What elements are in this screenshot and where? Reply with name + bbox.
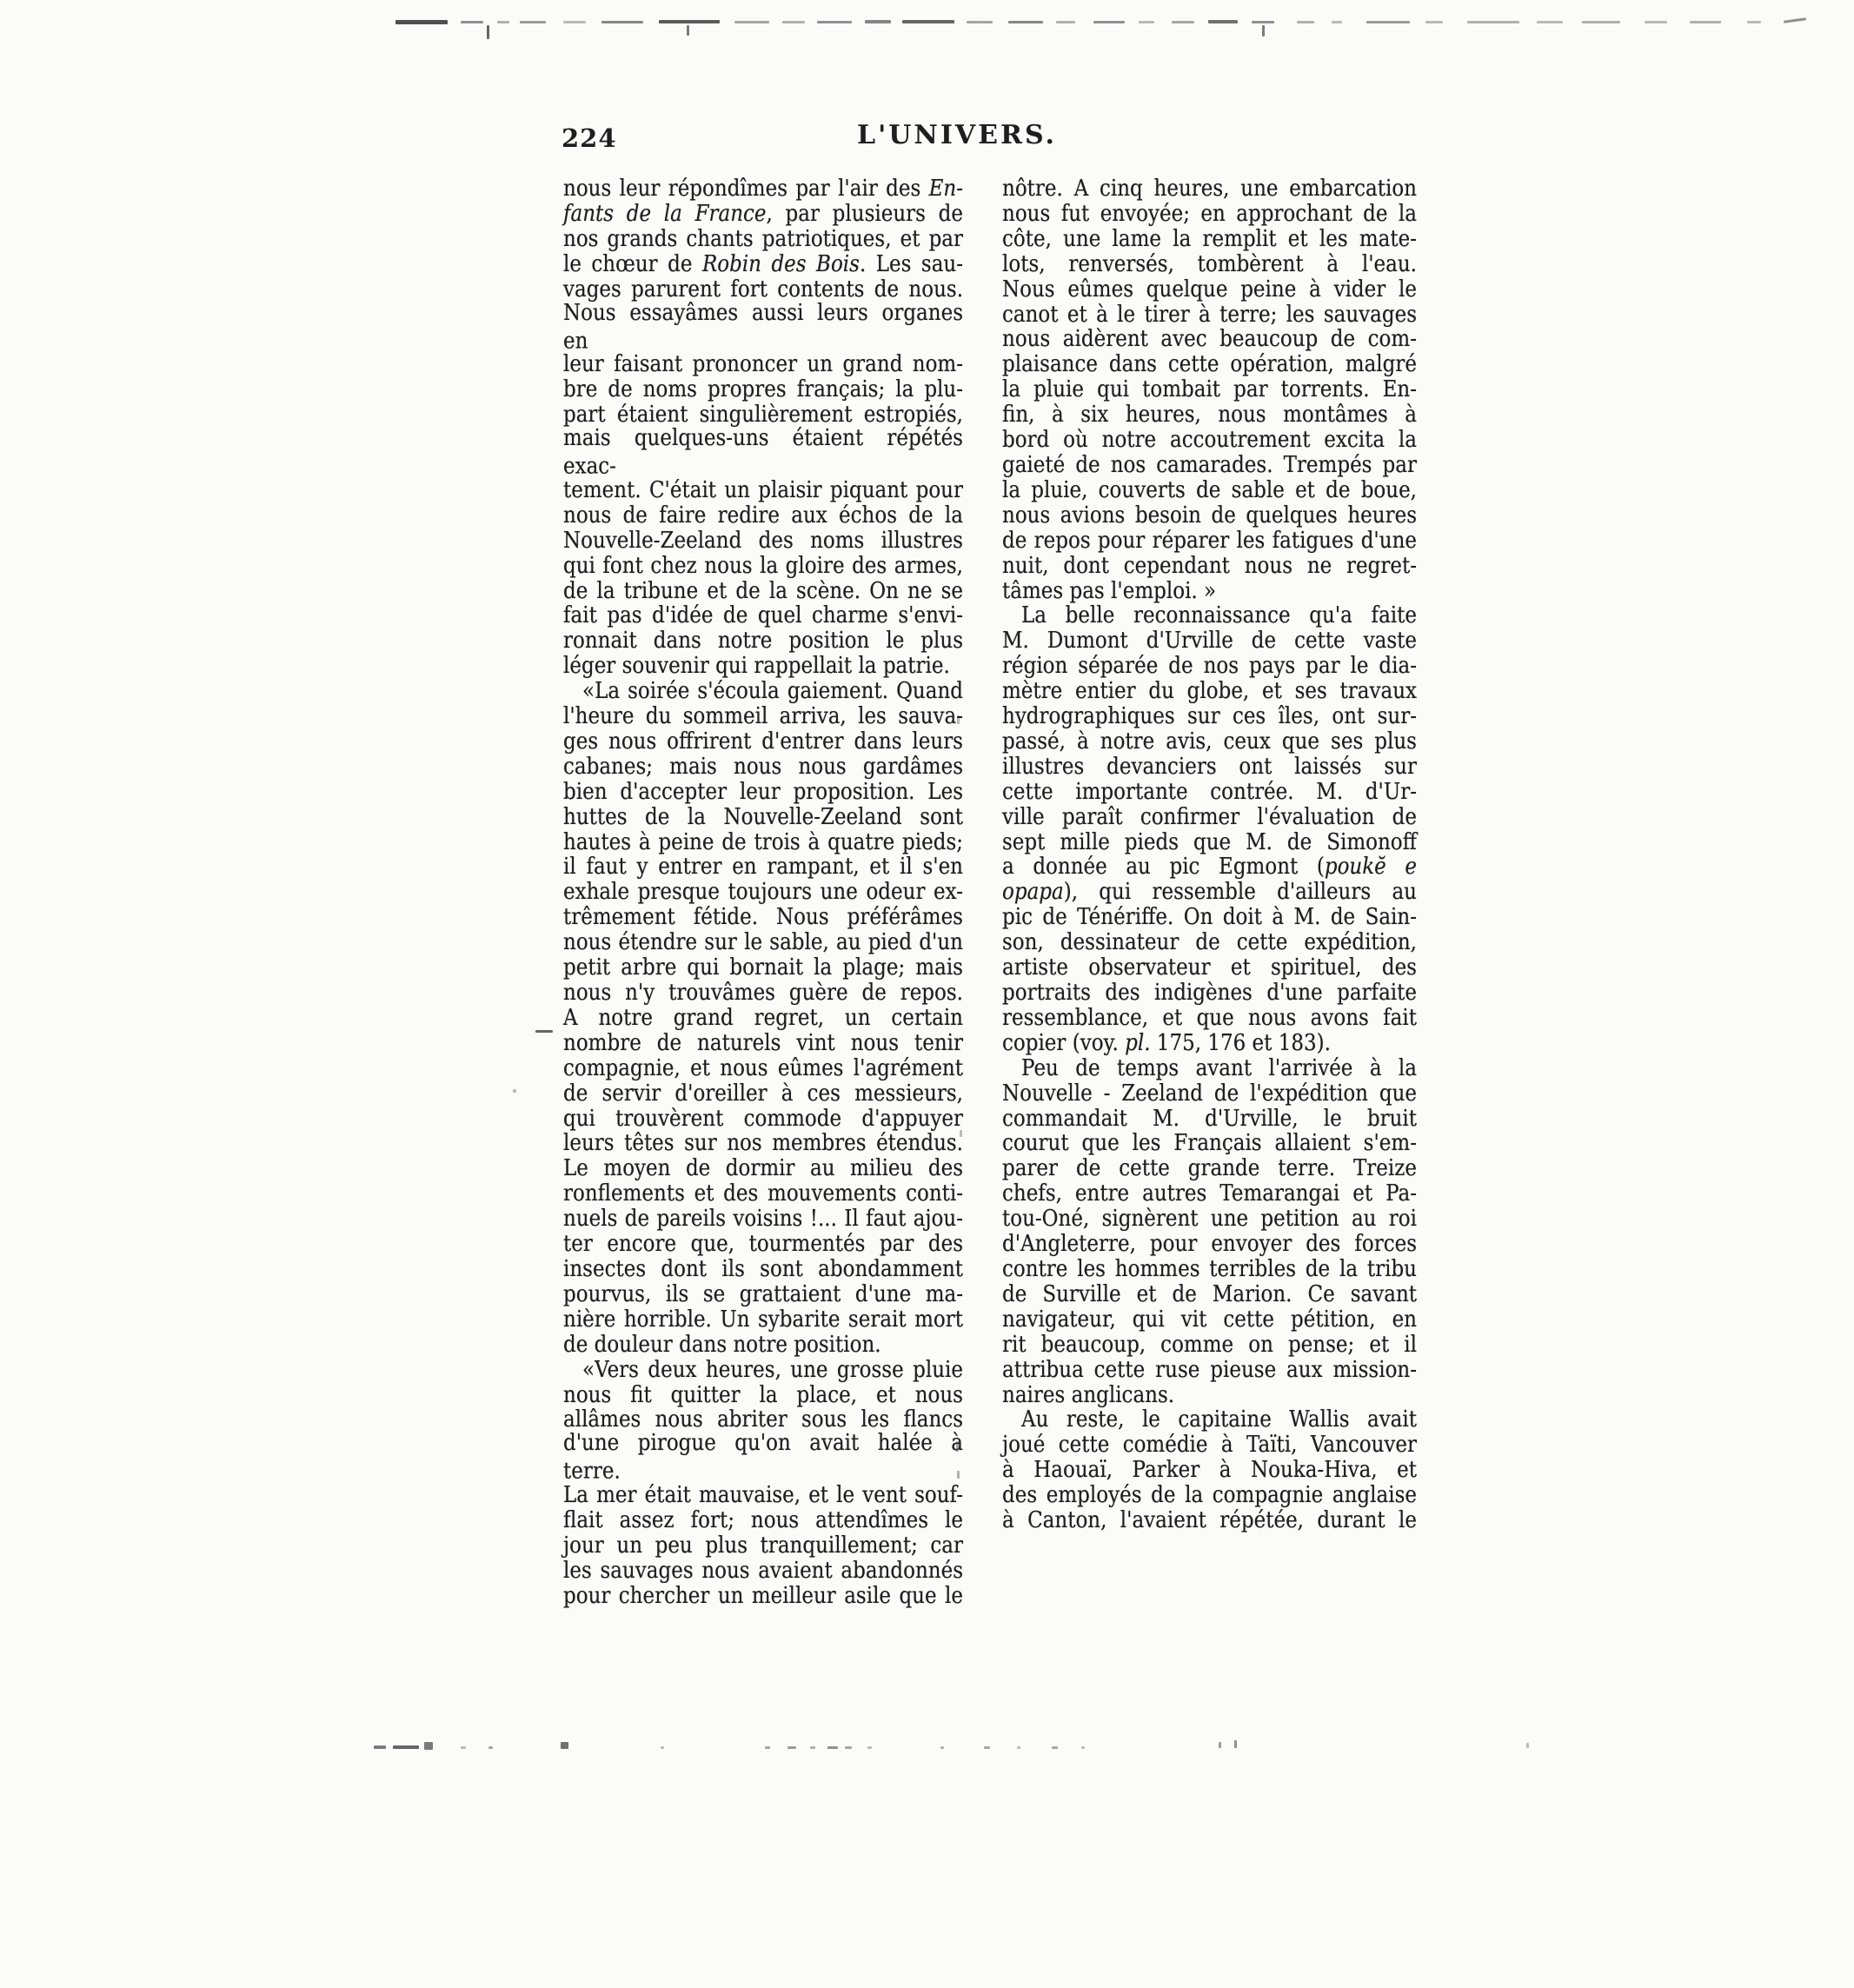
text-column-left [563,176,963,1609]
text-line: Nous essayâmes aussi leurs organes en [563,300,963,354]
scan-artifact [487,25,489,39]
scan-artifact [535,1030,553,1033]
text-line: La mer était mauvaise, et le vent souf- [563,1482,963,1508]
scan-artifact [957,1471,960,1479]
text-line: nuit, dont cependant nous ne regret- [1002,552,1417,579]
text-line: leur faisant prononcer un grand nom- [563,351,963,377]
text-line: naires anglicans. [1002,1381,1175,1408]
text-line: navigateur, qui vit cette pétition, en [1002,1306,1417,1333]
text-line: nôtre. A cinq heures, une embarcation [1002,176,1417,202]
text-line: ville paraît confirmer l'évaluation de [1002,804,1417,830]
text-line: La belle reconnaissance qu'a faite [1021,602,1417,628]
text-line: fait pas d'idée de quel charme s'envi- [563,602,963,628]
text-line: nous leur répondîmes par l'air des En- [563,176,963,202]
text-line: de la tribune et de la scène. On ne se [563,577,963,604]
text-line: nière horrible. Un sybarite serait mort [563,1306,963,1333]
text-line: Nouvelle-Zeeland des noms illustres [563,528,963,554]
scan-artifact [817,21,852,23]
text-line: mais quelques-uns étaient répétés exac- [563,425,963,480]
scan-artifact [902,20,954,23]
scan-artifact [1425,21,1443,23]
text-column-right [1002,176,1417,1533]
text-line: de douleur dans notre position. [563,1332,881,1358]
scan-artifact [782,21,805,23]
text-line: nos grands chants patriotiques, et par [563,226,963,252]
scan-artifact [1784,17,1806,23]
text-line: nuels de pareils voisins !... Il faut ajou- [563,1206,963,1232]
text-line: A notre grand regret, un certain [563,1005,963,1031]
text-line: cette importante contrée. M. d'Ur- [1002,779,1417,805]
text-line: tâmes pas l'emploi. » [1002,577,1217,604]
text-line: de Surville et de Marion. Ce savant [1002,1281,1417,1307]
scan-artifact [765,1746,770,1749]
text-line: l'heure du sommeil arriva, les sauva- [563,703,963,729]
text-line: commandait M. d'Urville, le bruit [1002,1105,1417,1132]
scan-artifact [810,1746,815,1749]
scan-artifact [1297,21,1314,23]
scan-artifact [659,20,720,23]
text-line: nous étendre sur le sable, au pied d'un [563,929,963,955]
scan-artifact [960,1130,962,1137]
scan-artifact [497,21,509,23]
text-line: insectes dont ils sont abondamment [563,1256,963,1282]
scan-artifact [845,1746,852,1749]
scan-artifact [1208,20,1238,23]
scan-artifact [601,21,643,23]
text-line: pourvus, ils se grattaient d'une ma- [563,1281,963,1307]
text-line: copier (voy. pl. 175, 176 et 183). [1002,1030,1331,1056]
text-line: nous n'y trouvâmes guère de repos. [563,980,963,1006]
text-line: illustres devanciers ont laissés sur [1002,754,1417,780]
text-line: portraits des indigènes d'une parfaite [1002,980,1417,1006]
scan-artifact [867,1746,872,1749]
text-line: gaieté de nos camarades. Trempés par [1002,452,1417,478]
scan-artifact [1467,21,1519,23]
text-line: opapa), qui ressemble d'ailleurs au [1002,879,1417,905]
scan-artifact [563,21,586,23]
text-line: sept mille pieds que M. de Simonoff [1002,828,1417,855]
text-line: pour chercher un meilleur asile que le [563,1583,963,1609]
text-line: bien d'accepter leur proposition. Les [563,779,963,805]
text-line: parer de cette grande terre. Treize [1002,1155,1417,1181]
text-line: exhale presque toujours une odeur ex- [563,879,963,905]
scan-artifact [1252,21,1274,23]
text-line: chefs, entre autres Temarangai et Pa- [1002,1180,1417,1207]
scan-artifact [1008,21,1043,23]
running-title: L'UNIVERS. [856,120,1057,150]
text-line: cabanes; mais nous nous gardâmes [563,754,963,780]
scan-artifact [1172,21,1194,23]
scan-artifact [561,1742,568,1749]
text-line: le chœur de Robin des Bois. Les sau- [563,251,963,277]
text-line: côte, une lame la remplit et les mate- [1002,226,1417,252]
text-line: pic de Ténériffe. On doit à M. de Sain- [1002,904,1417,930]
text-line: ressemblance, et que nous avons fait [1002,1005,1417,1031]
scan-artifact [1052,1746,1058,1749]
scan-artifact [787,1746,796,1749]
scan-artifact [1081,1746,1085,1749]
text-line: «La soirée s'écoula gaiement. Quand [582,678,963,704]
scan-artifact [1234,1740,1237,1748]
scan-artifact [424,1742,433,1750]
text-line: M. Dumont d'Urville de cette vaste [1002,628,1417,654]
text-line: allâmes nous abriter sous les flancs [563,1406,963,1433]
scan-artifact [1582,21,1620,23]
scan-artifact [940,1746,944,1749]
scan-artifact [1690,21,1721,23]
text-line: petit arbre qui bornait la plage; mais [563,954,963,981]
text-line: fin, à six heures, nous montâmes à [1002,402,1417,428]
text-line: il faut y entrer en rampant, et il s'en [563,854,963,880]
text-line: passé, à notre avis, ceux que ses plus [1002,728,1417,755]
text-line: rit beaucoup, comme on pense; et il [1002,1332,1417,1358]
scan-artifact [1093,21,1125,23]
text-line: de servir d'oreiller à ces messieurs, [563,1080,963,1107]
text-line: de repos pour réparer les fatigues d'une [1002,528,1417,554]
text-line: ronflements et des mouvements conti- [563,1180,963,1207]
text-line: flait assez fort; nous attendîmes le [563,1507,963,1533]
text-line: tement. C'était un plaisir piquant pour [563,477,963,503]
text-line: bord où notre accoutrement excita la [1002,427,1417,453]
text-line: Nous eûmes quelque peine à vider le [1002,276,1417,303]
scan-artifact [1017,1746,1020,1749]
text-line: mètre entier du globe, et ses travaux [1002,678,1417,704]
text-line: nous de faire redire aux échos de la [563,502,963,529]
text-line: fants de la France, par plusieurs de [563,201,963,227]
text-line: la pluie, couverts de sable et de boue, [1002,477,1417,503]
text-line: joué cette comédie à Taïti, Vancouver [1002,1432,1417,1458]
text-line: lots, renversés, tombèrent à l'eau. [1002,251,1417,277]
text-line: qui font chez nous la gloire des armes, [563,552,963,579]
scan-artifact [956,1441,959,1452]
text-line: artiste observateur et spirituel, des [1002,954,1417,981]
text-line: nous fit quitter la place, et nous [563,1381,963,1408]
text-line: Le moyen de dormir au milieu des [563,1155,963,1181]
text-line: attribua cette ruse pieuse aux mission- [1002,1356,1417,1383]
text-line: Au reste, le capitaine Wallis avait [1021,1406,1417,1433]
text-line: ges nous offrirent d'entrer dans leurs [563,728,963,755]
text-line: a donnée au pic Egmont (poukĕ e [1002,854,1417,880]
scan-artifact [957,715,960,724]
scan-artifact [393,1745,419,1749]
text-line: contre les hommes terribles de la tribu [1002,1256,1417,1282]
text-line: d'une pirogue qu'on avait halée à terre. [563,1430,963,1485]
text-line: les sauvages nous avaient abandonnés [563,1558,963,1584]
scan-artifact [827,1746,838,1749]
scan-artifact [461,1746,466,1749]
scan-artifact [461,21,483,23]
text-line: leurs têtes sur nos membres étendus. [563,1130,963,1156]
text-line: hautes à peine de trois à quatre pieds; [563,828,963,855]
text-line: nous avions besoin de quelques heures [1002,502,1417,529]
text-line: la pluie qui tombait par torrents. En- [1002,376,1417,402]
text-line: «Vers deux heures, une grosse pluie [582,1356,963,1383]
text-line: trêmement fétide. Nous préférâmes [563,904,963,930]
scan-artifact [1219,1742,1221,1748]
scan-artifact [865,20,891,23]
text-line: courut que les Français allaient s'em- [1002,1130,1417,1156]
scan-artifact [374,1745,386,1749]
scan-artifact [1332,21,1342,23]
text-line: compagnie, et nous eûmes l'agrément [563,1055,963,1081]
text-line: canot et à le tirer à terre; les sauvages [1002,301,1417,328]
text-line: jour un peu plus tranquillement; car [563,1533,963,1559]
text-line: à Haouaï, Parker à Nouka-Hiva, et [1002,1457,1417,1483]
scan-artifact [817,1546,821,1549]
scan-artifact [513,1089,516,1093]
scan-artifact [1262,25,1265,37]
scan-artifact [520,21,546,23]
text-line: plaisance dans cette opération, malgré [1002,351,1417,377]
scan-artifact [687,25,689,36]
scan-artifact [1526,1743,1529,1748]
scan-artifact [984,1746,990,1749]
text-line: tou-Oné, signèrent une petition au roi [1002,1206,1417,1232]
scan-artifact [734,21,769,23]
text-line: nous aidèrent avec beaucoup de com- [1002,326,1417,352]
text-line: bre de noms propres français; la plu- [563,376,963,402]
text-line: vages parurent fort contents de nous. [563,276,963,303]
text-line: nous fut envoyée; en approchant de la [1002,201,1417,227]
text-line: région séparée de nos pays par le dia- [1002,653,1417,679]
text-line: huttes de la Nouvelle-Zeeland sont [563,804,963,830]
scan-artifact [1645,21,1667,23]
text-line: nombre de naturels vint nous tenir [563,1030,963,1056]
scan-artifact [967,21,993,23]
scan-artifact [395,20,448,24]
scan-artifact [1139,21,1154,23]
text-line: ronnait dans notre position le plus [563,628,963,654]
scan-artifact [1537,21,1563,23]
scan-artifact [1747,21,1761,23]
text-line: ter encore que, tourmentés par des [563,1231,963,1257]
text-line: Peu de temps avant l'arrivée à la [1021,1055,1417,1081]
text-line: des employés de la compagnie anglaise [1002,1482,1417,1508]
text-line: hydrographiques sur ces îles, ont sur- [1002,703,1417,729]
page-number: 224 [562,123,617,153]
scan-artifact [488,1746,493,1749]
text-line: qui trouvèrent commode d'appuyer [563,1105,963,1132]
text-line: son, dessinateur de cette expédition, [1002,929,1417,955]
text-line: Nouvelle - Zeeland de l'expédition que [1002,1080,1417,1107]
text-line: à Canton, l'avaient répétée, durant le [1002,1507,1417,1533]
scan-artifact [1366,21,1410,23]
text-line: part étaient singulièrement estropiés, [563,402,963,428]
scan-artifact [661,1746,664,1749]
text-line: d'Angleterre, pour envoyer des forces [1002,1231,1417,1257]
scan-artifact [1056,21,1075,23]
text-line: léger souvenir qui rappellait la patrie. [563,653,950,679]
